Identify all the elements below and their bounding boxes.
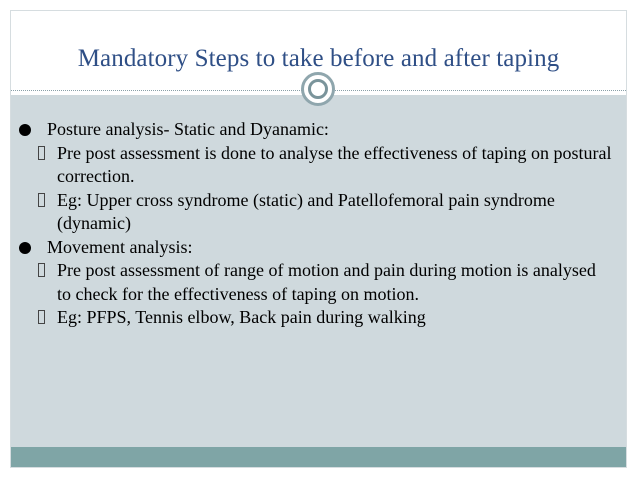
sub-bullet-icon xyxy=(38,263,45,277)
ring-inner-icon xyxy=(308,79,328,99)
bullet-text: Pre post assessment of range of motion and pain during motion is analysed to check for the effectiveness of taping on motion. xyxy=(57,260,596,304)
ring-ornament-icon xyxy=(301,72,335,106)
bullet-text: Eg: Upper cross syndrome (static) and Patellofemoral pain syndrome (dynamic) xyxy=(57,189,555,233)
footer-bar xyxy=(11,447,626,468)
bullet-text: Eg: PFPS, Tennis elbow, Back pain during walking xyxy=(57,307,426,327)
bullet-text: Pre post assessment is done to analyse the effectiveness of taping on postural correction. xyxy=(57,142,612,186)
bullet-item-pre-post-posture xyxy=(11,142,626,189)
slide-title: Mandatory Steps to take before and after taping xyxy=(77,45,560,72)
bullet-text: Movement analysis: xyxy=(47,236,193,257)
bullet-item-eg-posture xyxy=(11,189,626,236)
slide xyxy=(10,10,627,468)
bullet-item-eg-movement xyxy=(11,306,626,330)
bullet-item-pre-post-movement xyxy=(11,259,626,306)
sub-bullet-icon xyxy=(38,310,45,324)
bullet-item-movement-analysis xyxy=(11,236,626,260)
sub-bullet-icon xyxy=(38,146,45,160)
bullet-text: Posture analysis- Static and Dyanamic: xyxy=(47,119,329,139)
sub-bullet-icon xyxy=(38,193,45,207)
filled-bullet-icon xyxy=(19,124,31,136)
bullet-list xyxy=(11,118,626,330)
filled-bullet-icon xyxy=(19,242,31,254)
bullet-item-posture-analysis xyxy=(11,118,626,142)
